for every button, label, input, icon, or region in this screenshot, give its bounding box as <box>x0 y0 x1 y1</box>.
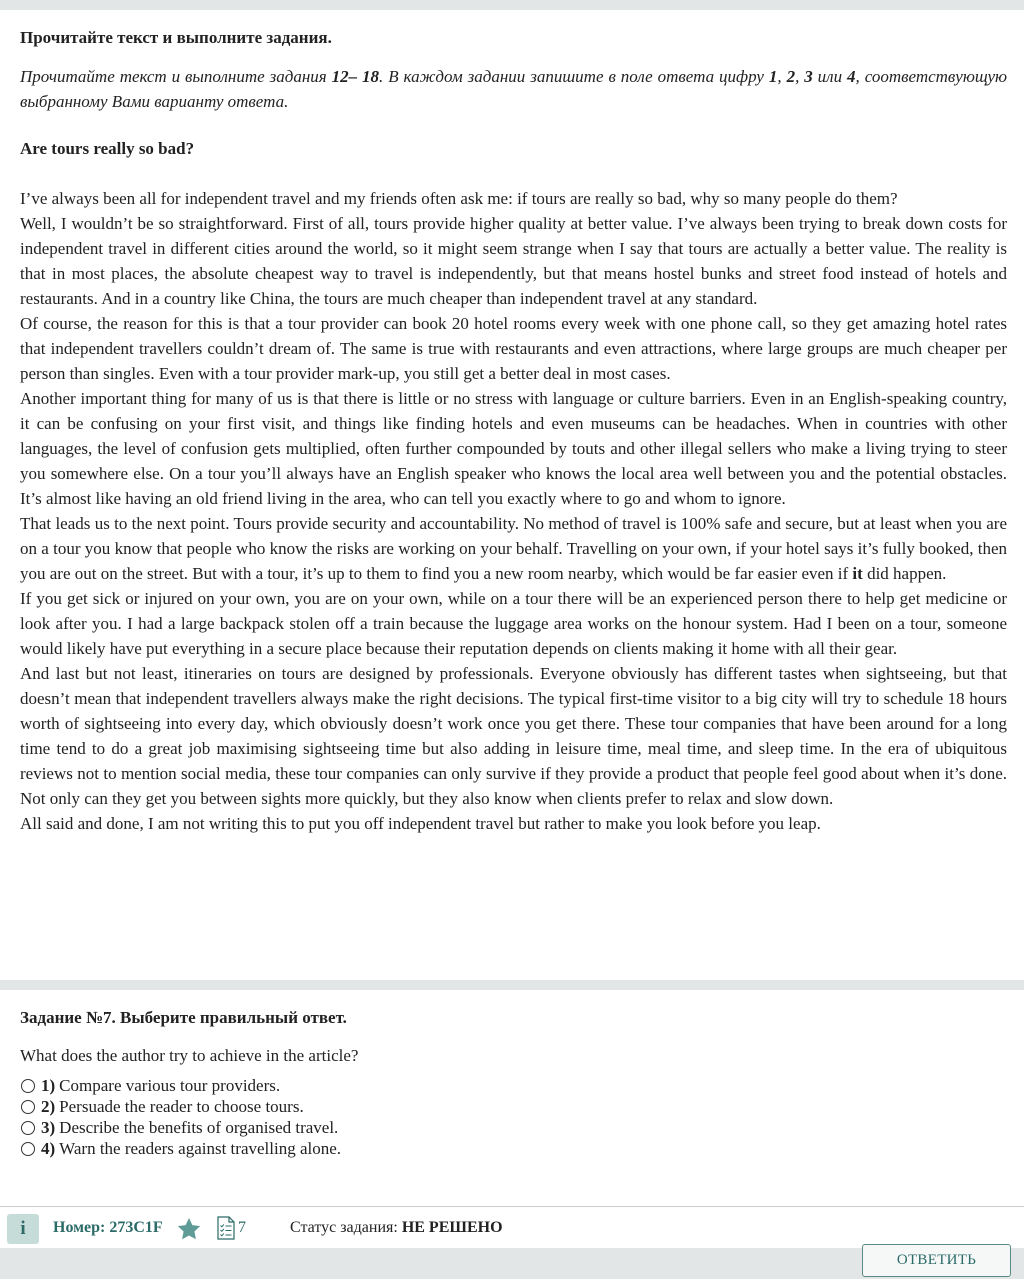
radio-button[interactable] <box>21 1142 35 1156</box>
info-button[interactable]: i <box>7 1214 39 1244</box>
text-heading: Прочитайте текст и выполните задания. <box>20 28 332 47</box>
status-value: НЕ РЕШЕНО <box>401 1219 503 1236</box>
answer-option-3[interactable]: 3) Describe the benefits of organised travel. <box>20 1117 1007 1138</box>
answer-option-2[interactable]: 2) Persuade the reader to choose tours. <box>20 1096 1007 1117</box>
article-title: Are tours really so bad? <box>20 139 195 158</box>
answer-options <box>20 1075 1007 1159</box>
radio-button[interactable] <box>21 1100 35 1114</box>
task-number: Номер: 273C1F <box>53 1219 163 1236</box>
task-heading: Задание №7. Выберите правильный ответ. <box>20 1008 347 1027</box>
article-paragraph: I’ve always been all for independent travel and my friends often ask me: if tours are really so bad, why so many people do them? <box>20 189 898 208</box>
article-paragraph: Another important thing for many of us is that there is little or no stress with language or culture barriers. Even in an English-speaking country, it can be confusing on your first visit, and things like finding hotels and even museums can be headaches. When in countries with other languages, the level of confusion gets multiplied, often further compounded by touts and other illegal sellers who make a living trying to steer you somewhere else. On a tour you’ll always have an English speaker who knows the local area well between you and the potential obstacles. It’s almost like having an old friend living in the area, who can tell you exactly where to go and whom to ignore. <box>20 389 1007 508</box>
answer-option-4[interactable]: 4) Warn the readers against travelling alone. <box>20 1138 1007 1159</box>
highlighted-word: it <box>852 564 863 583</box>
task-status: Статус задания: НЕ РЕШЕНО <box>290 1219 503 1236</box>
article-paragraph: And last but not least, itineraries on tours are designed by professionals. Everyone obviously has different tastes when sightseeing, but that doesn’t mean that independent travellers always make the right decisions. The typical first-time visitor to a big city will try to schedule 18 hours worth of sightseeing into every day, which obviously doesn’t work once you get there. These tour companies that have been around for a long time tend to do a great job maximising sightseeing time but also adding in leisure time, meal time, and sleep time. In the era of ubiquitous reviews not to mention social media, these tour companies can only survive if they provide a product that people feel good about when it’s done. Not only can they get you between sights more quickly, but they also know when clients prefer to relax and slow down. <box>20 664 1007 808</box>
radio-button[interactable] <box>21 1079 35 1093</box>
task-question: What does the author try to achieve in the article? <box>20 1046 359 1065</box>
answer-option-1[interactable]: 1) Compare various tour providers. <box>20 1075 1007 1096</box>
article-paragraph: All said and done, I am not writing this to put you off independent travel but rather to make you look before you leap. <box>20 814 821 833</box>
article-body <box>20 186 1007 836</box>
answer-button[interactable]: ОТВЕТИТЬ <box>862 1244 1011 1277</box>
task-panel <box>0 990 1024 1206</box>
reading-text-panel <box>0 10 1024 980</box>
article-paragraph: If you get sick or injured on your own, you are on your own, while on a tour there will be an experienced person there to help get medicine or look after you. I had a large backpack stolen off a train because the luggage area works on the honour system. Had I been on a tour, someone would likely have put everything in a secure place because their reputation depends on clients making it home with all their gear. <box>20 589 1007 658</box>
radio-button[interactable] <box>21 1121 35 1135</box>
task-instruction: Прочитайте текст и выполните задания 12– 18. В каждом задании запишите в поле ответа цифру 1, 2, 3 или 4, соответствующую выбранному Вами варианту ответа. <box>20 67 1007 111</box>
task-footer <box>0 1206 1024 1248</box>
checklist-icon[interactable] <box>216 1216 236 1240</box>
article-paragraph: That leads us to the next point. Tours provide security and accountability. No method of travel is 100% safe and secure, but at least when you are on a tour you know that people who know the risks are working on your behalf. Travelling on your own, if your hotel says it’s fully booked, then you are out on the street. But with a tour, it’s up to them to find you a new room nearby, which would be far easier even if it did happen. <box>20 514 1007 583</box>
list-count: 7 <box>238 1219 246 1236</box>
star-icon[interactable] <box>176 1216 202 1242</box>
article-paragraph: Well, I wouldn’t be so straightforward. First of all, tours provide higher quality at better value. I’ve always been trying to break down costs for independent travel in different cities around the world, so it might seem strange when I say that tours are actually a better value. The reality is that in most places, the absolute cheapest way to travel is independently, but that means hostel bunks and street food instead of hotels and restaurants. And in a country like China, the tours are much cheaper than independent travel at any standard. <box>20 214 1007 308</box>
article-paragraph: Of course, the reason for this is that a tour provider can book 20 hotel rooms every week with one phone call, so they get amazing hotel rates that independent travellers couldn’t dream of. The same is true with restaurants and even attractions, where large groups are much cheaper per person than singles. Even with a tour provider mark-up, you still get a better deal in most cases. <box>20 314 1007 383</box>
